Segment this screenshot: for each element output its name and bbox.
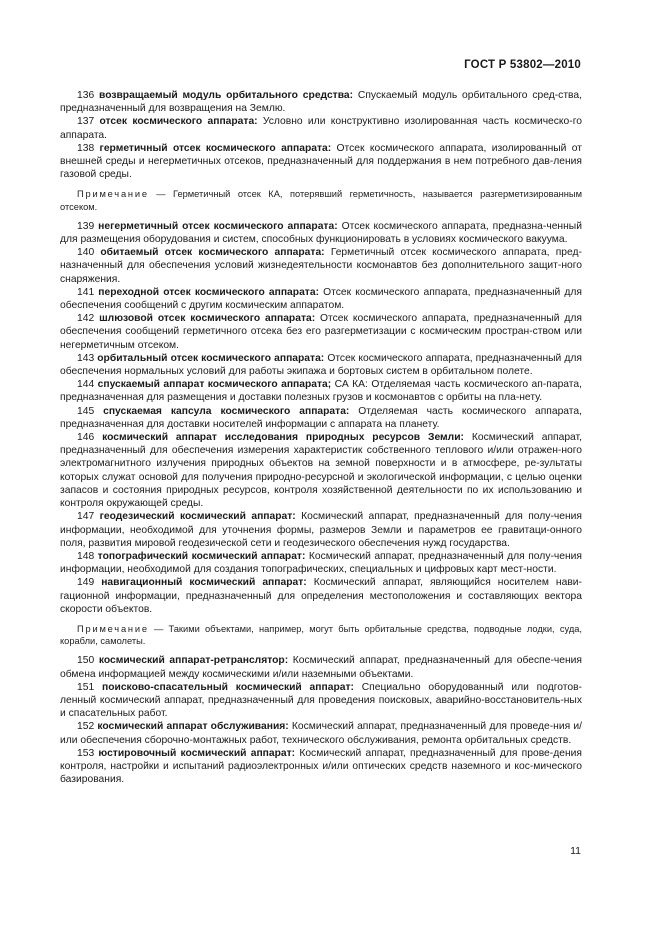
entry-140: 140 обитаемый отсек космического аппарата: Герметичный отсек космического аппарата, пред-назначенный для обеспечения условий жизнедеятельности космонавтов без дополнительного защит-ного снаряжения. bbox=[60, 247, 582, 285]
term: возвращаемый модуль орбитального средства: bbox=[99, 90, 354, 101]
term: отсек космического аппарата: bbox=[99, 116, 258, 128]
term: негерметичный отсек космического аппарата: bbox=[98, 220, 338, 232]
term: геодезический космический аппарат: bbox=[99, 511, 296, 523]
entry-151: 151 поисково-спасательный космический аппарат: Специально оборудованный или подготов-ленный космический аппарат, предназначенный для проведения поисковых, аварийно-восстановитель-ных и спасательных работ. bbox=[60, 681, 582, 720]
entry-150: 150 космический аппарат-ретранслятор: Космический аппарат, предназначенный для обеспе-чения обмена информацией между космическими и/или наземными объектами. bbox=[60, 655, 582, 680]
term: переходной отсек космического аппарата: bbox=[98, 286, 319, 298]
term: орбитальный отсек космического аппарата: bbox=[97, 352, 325, 364]
entry-136: 136 возвращаемый модуль орбитального средства: Спускаемый модуль орбитального сред-ства, предназначенный для возвращения на Землю. bbox=[60, 90, 582, 115]
page-header: ГОСТ Р 53802—2010 bbox=[464, 59, 581, 71]
entry-137: 137 отсек космического аппарата: Условно или конструктивно изолированная часть космическо-го аппарата. bbox=[60, 116, 582, 141]
term: юстировочный космический аппарат: bbox=[98, 747, 296, 759]
entry-147: 147 геодезический космический аппарат: Космический аппарат, предназначенный для полу-чения информации, необходимой для уточнения формы, размеров Земли и параметров ее гравитаци-онного поля, развития мировой геодезической сети и геодезического обеспечения нужд государства. bbox=[60, 511, 582, 549]
entry-143: 143 орбитальный отсек космического аппарата: Отсек космического аппарата, предназначенный для обеспечения нормальных условий для работы экипажа и бортовых систем в орбитальном полете. bbox=[60, 352, 582, 378]
term: спускаемая капсула космического аппарата: bbox=[103, 405, 350, 417]
term: поисково-спасательный космический аппарат: bbox=[101, 681, 354, 693]
note-1: Примечание — Герметичный отсек КА, потерявший герметичность, называется разгерметизированным отсеком. bbox=[60, 189, 582, 212]
entry-142: 142 шлюзовой отсек космического аппарата: Отсек космического аппарата, предназначенный для обеспечения сообщений герметичного отсека без его разгерметизации с космическим простран-ством или негерметичным отсеком. bbox=[60, 313, 582, 351]
entry-153: 153 юстировочный космический аппарат: Космический аппарат, предназначенный для прове-дения контроля, настройки и испытаний радиоэлектронных и/или оптических средств наземного и кос-мического базирования. bbox=[60, 747, 582, 786]
entry-139: 139 негерметичный отсек космического аппарата: Отсек космического аппарата, предназна-ченный для размещения оборудования и систем, способных функционировать в условиях космического вакуума. bbox=[60, 220, 582, 246]
term: герметичный отсек космического аппарата: bbox=[99, 142, 332, 154]
entry-145: 145 спускаемая капсула космического аппарата: Отделяемая часть космического аппарата, предназначенная для доставки носителей информации с аппарата на планету. bbox=[60, 405, 582, 430]
entry-141: 141 переходной отсек космического аппарата: Отсек космического аппарата, предназначенный для обеспечения сообщений с другим космическим аппаратом. bbox=[60, 286, 582, 312]
entry-138: 138 герметичный отсек космического аппарата: Отсек космического аппарата, изолированный от внешней среды и негерметичных отсеков, предназначенный для поддержания в нем потребного дав-ления газовой среды. bbox=[60, 142, 582, 181]
term: космический аппарат обслуживания: bbox=[97, 721, 289, 733]
term: обитаемый отсек космического аппарата: bbox=[100, 247, 325, 259]
term: спускаемый аппарат космического аппарата; bbox=[97, 379, 332, 391]
document-body bbox=[60, 89, 582, 786]
note-2: Примечание — Такими объектами, например, могут быть орбитальные средства, подводные лодки, суда, корабли, самолеты. bbox=[60, 623, 582, 647]
term: шлюзовой отсек космического аппарата: bbox=[99, 313, 316, 325]
entry-152: 152 космический аппарат обслуживания: Космический аппарат, предназначенный для проведе-ния и/или обеспечения сборочно-монтажных работ, технического обслуживания, ремонта орбитальных средств. bbox=[60, 721, 582, 746]
term: космический аппарат исследования природных ресурсов Земли: bbox=[102, 432, 464, 444]
term: космический аппарат-ретранслятор: bbox=[98, 655, 289, 667]
term: навигационный космический аппарат: bbox=[101, 577, 307, 589]
entry-148: 148 топографический космический аппарат: Космический аппарат, предназначенный для полу-чения информации, необходимой для создания топографических, специальных и цифровых карт мест-ности. bbox=[60, 550, 582, 576]
entry-149: 149 навигационный космический аппарат: Космический аппарат, являющийся носителем нави-гационной информации, предназначенный для определения местоположения и составляющих вектора скорости объектов. bbox=[60, 577, 582, 615]
entry-144: 144 спускаемый аппарат космического аппарата; СА КА: Отделяемая часть космического ап-парата, предназначенная для размещения и доставки полезных грузов и космонавтов с орбиты на пла-нету. bbox=[60, 379, 582, 404]
entry-146: 146 космический аппарат исследования природных ресурсов Земли: Космический аппарат, предназначенный для обеспечения измерения характеристик собственного теплового и/или отражен-ного электромагнитного излучения природных объектов на земной поверхности и в атмосфере, ре-зультаты которых служат основой для получения природно-ресурсной и экологической информации, с целью оценки запасов и состояния природных ресурсов, контроля хозяйственной деятельности по их использованию и контроля окружающей среды. bbox=[60, 432, 582, 510]
page-number: 11 bbox=[570, 845, 581, 857]
term: топографический космический аппарат: bbox=[97, 550, 306, 562]
